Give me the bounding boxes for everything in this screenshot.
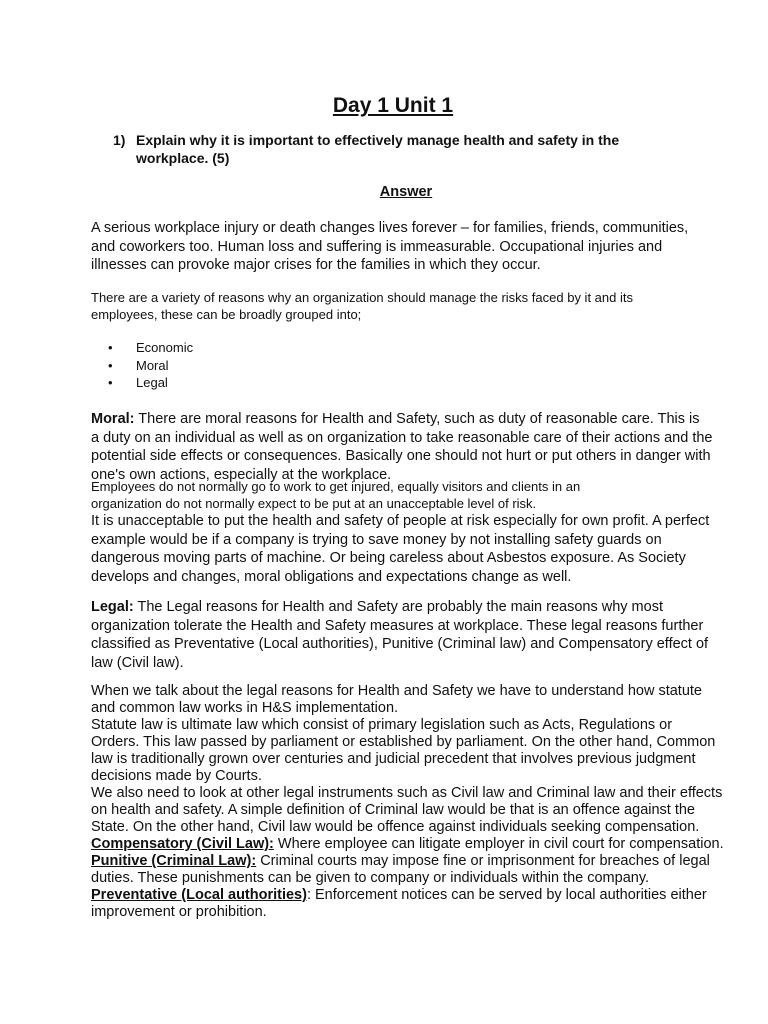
text-line: on health and safety. A simple definition of Criminal law would be that is an offence against the xyxy=(91,802,696,818)
text-line: organization do not normally expect to be put at an unacceptable level of risk. xyxy=(91,495,537,511)
list-item-label: Economic xyxy=(136,340,194,355)
text-line: classified as Preventative (Local authorities), Punitive (Criminal law) and Compensatory effect of xyxy=(91,636,709,652)
list-item xyxy=(108,339,193,357)
text-line: We also need to look at other legal instruments such as Civil law and Criminal law and their effects xyxy=(91,785,723,801)
bullet-icon: • xyxy=(108,375,113,390)
reasons-paragraph xyxy=(91,290,731,323)
text-line: State. On the other hand, Civil law would be offence against individuals seeking compensation. xyxy=(91,819,700,835)
text-line: example would be if a company is trying to save money by not installing safety guards on xyxy=(91,531,662,548)
text-line: employees, these can be broadly grouped into; xyxy=(91,306,362,322)
text-line: Statute law is ultimate law which consist of primary legislation such as Acts, Regulations or xyxy=(91,717,673,733)
answer-heading: Answer xyxy=(379,184,433,200)
compensatory-text: Where employee can litigate employer in civil court for compensation. xyxy=(273,836,724,852)
moral-profit-paragraph xyxy=(91,512,731,586)
page-title: Day 1 Unit 1 xyxy=(332,94,454,117)
text-line: duties. These punishments can be given to company or individuals within the company. xyxy=(91,870,650,886)
reasons-list xyxy=(108,339,193,392)
question-text: Explain why it is important to effectively manage health and safety in the workplace. (5) xyxy=(136,132,620,166)
list-item-label: Moral xyxy=(136,357,169,373)
list-item xyxy=(108,374,193,392)
text-line: potential side effects or consequences. Basically one should not hurt or put others in danger with xyxy=(91,448,711,464)
intro-paragraph xyxy=(91,219,731,275)
moral-label: Moral: xyxy=(91,411,135,427)
text-line: law (Civil law). xyxy=(91,654,184,671)
legal-label: Legal: xyxy=(91,599,134,615)
text-line: decisions made by Courts. xyxy=(91,768,262,784)
text-line xyxy=(91,853,731,870)
compensatory-label: Compensatory (Civil Law): xyxy=(91,836,274,852)
text-line: improvement or prohibition. xyxy=(91,904,267,920)
text-line: and coworkers too. Human loss and suffering is immeasurable. Occupational injuries and xyxy=(91,238,663,255)
text-line: Orders. This law passed by parliament or established by parliament. On the other hand, Common xyxy=(91,734,716,750)
moral-first-line: There are moral reasons for Health and Safety, such as duty of reasonable care. This is xyxy=(134,411,700,427)
bullet-icon: • xyxy=(108,357,113,373)
text-line: A serious workplace injury or death changes lives forever – for families, friends, communities, xyxy=(91,220,689,236)
statute-paragraph xyxy=(91,683,731,921)
text-line: Employees do not normally go to work to get injured, equally visitors and clients in an xyxy=(91,479,581,494)
legal-paragraph xyxy=(91,598,731,672)
text-line: develops and changes, moral obligations and expectations change as well. xyxy=(91,568,572,585)
punitive-label: Punitive (Criminal Law): xyxy=(91,853,257,869)
punitive-text: Criminal courts may impose fine or imprisonment for breaches of legal xyxy=(256,853,710,869)
text-line xyxy=(91,836,731,853)
list-item xyxy=(108,357,193,375)
text-line: and common law works in H&S implementation. xyxy=(91,700,399,716)
text-line: When we talk about the legal reasons for Health and Safety we have to understand how statute xyxy=(91,683,702,699)
text-line: a duty on an individual as well as on organization to take reasonable care of their actions and the xyxy=(91,429,713,446)
list-item-label: Legal xyxy=(136,375,168,390)
text-line xyxy=(91,410,731,429)
text-line: one's own actions, especially at the workplace. xyxy=(91,466,392,483)
text-line xyxy=(91,887,731,904)
bullet-icon: • xyxy=(108,340,113,355)
preventative-label: Preventative (Local authorities) xyxy=(91,887,307,903)
preventative-text: : Enforcement notices can be served by local authorities either xyxy=(306,887,707,903)
moral-paragraph xyxy=(91,410,731,484)
text-line: dangerous moving parts of machine. Or being careless about Asbestos exposure. As Society xyxy=(91,550,686,566)
question-number: 1) xyxy=(113,132,126,148)
text-line: illnesses can provoke major crises for the families in which they occur. xyxy=(91,257,541,273)
legal-first-line: The Legal reasons for Health and Safety are probably the main reasons why most xyxy=(133,599,663,615)
text-line xyxy=(91,598,731,617)
question xyxy=(113,131,673,167)
text-line: It is unacceptable to put the health and safety of people at risk especially for own profit. A perfect xyxy=(91,513,710,529)
text-line: organization tolerate the Health and Safety measures at workplace. These legal reasons further xyxy=(91,617,704,634)
moral-employees-paragraph xyxy=(91,479,731,512)
text-line: law is traditionally grown over centuries and judicial precedent that involves previous judgment xyxy=(91,751,696,767)
text-line: There are a variety of reasons why an organization should manage the risks faced by it and its xyxy=(91,290,633,305)
